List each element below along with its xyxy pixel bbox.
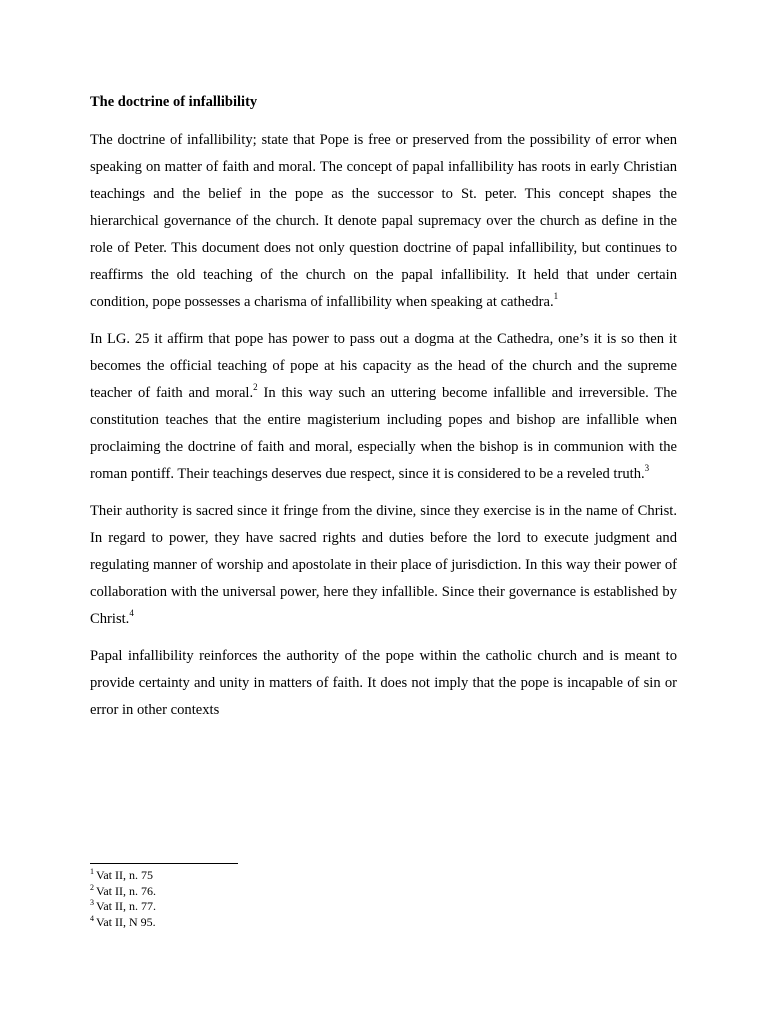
paragraph-3-text: Their authority is sacred since it fringe from the divine, since they exercise is in the name of Christ. In regard to power, they have sacred rights and duties before the lord to execute judgment and regulating manner of worship and apostolate in their place of jurisdiction. In this way their power of collaboration with the universal power, here they infallible. Since their governance is established by Christ.: [90, 503, 677, 627]
paragraph-1-text: The doctrine of infallibility; state that Pope is free or preserved from the possibility of error when speaking on matter of faith and moral. The concept of papal infallibility has roots in early Christian teachings and the belief in the pope as the successor to St. peter. This concept shapes the hierarchical governance of the church. It denote papal supremacy over the church as define in the role of Peter. This document does not only question doctrine of papal infallibility, but continues to reaffirms the old teaching of the church on the papal infallibility. It held that under certain condition, pope possesses a charisma of infallibility when speaking at cathedra.: [90, 132, 677, 310]
footnote-3-text: Vat II, n. 77.: [96, 899, 156, 913]
paragraph-1: [90, 127, 677, 316]
paragraph-3: [90, 498, 677, 633]
footnote-4-number: 4: [90, 913, 94, 923]
footnotes-section: [90, 863, 677, 930]
footnote-3-number: 3: [90, 898, 94, 907]
footnote-4: [90, 915, 677, 931]
paragraph-4: [90, 643, 677, 724]
paragraph-4-text: Papal infallibility reinforces the authority of the pope within the catholic church and is meant to provide certainty and unity in matters of faith. It does not imply that the pope is incapable of sin or error in other contexts: [90, 648, 677, 718]
footnote-ref-4[interactable]: 4: [129, 608, 134, 618]
footnote-3: [90, 899, 677, 915]
footnote-ref-3[interactable]: 3: [644, 463, 650, 473]
footnote-2-number: 2: [90, 882, 94, 892]
footnote-ref-2[interactable]: 2: [253, 382, 258, 392]
footnote-1: [90, 868, 677, 884]
section-heading: The doctrine of infallibility: [90, 94, 258, 110]
footnote-4-text: Vat II, N 95.: [96, 914, 156, 929]
paragraph-2: [90, 326, 677, 488]
footnote-ref-1[interactable]: 1: [553, 291, 559, 301]
footnote-1-text: Vat II, n. 75: [96, 868, 153, 882]
paragraph-2-text-a: In LG. 25 it affirm that pope has power to pass out a dogma at the Cathedra, one’s it is so then it becomes the official teaching of pope at his capacity as the head of the church and the supreme teacher of faith and moral.: [90, 331, 677, 401]
footnote-2-text: Vat II, n. 76.: [96, 883, 156, 898]
document-body: [90, 91, 677, 734]
footnote-separator: [90, 863, 238, 864]
footnote-1-number: 1: [90, 867, 94, 876]
footnote-2: [90, 884, 677, 900]
paragraph-2-text-b: In this way such an uttering become infallible and irreversible. The constitution teaches that the entire magisterium including popes and bishop are infallible when proclaiming the doctrine of faith and moral, especially when the bishop is in communion with the roman pontiff. Their teachings deserves due respect, since it is considered to be a reveled truth.: [90, 385, 677, 482]
